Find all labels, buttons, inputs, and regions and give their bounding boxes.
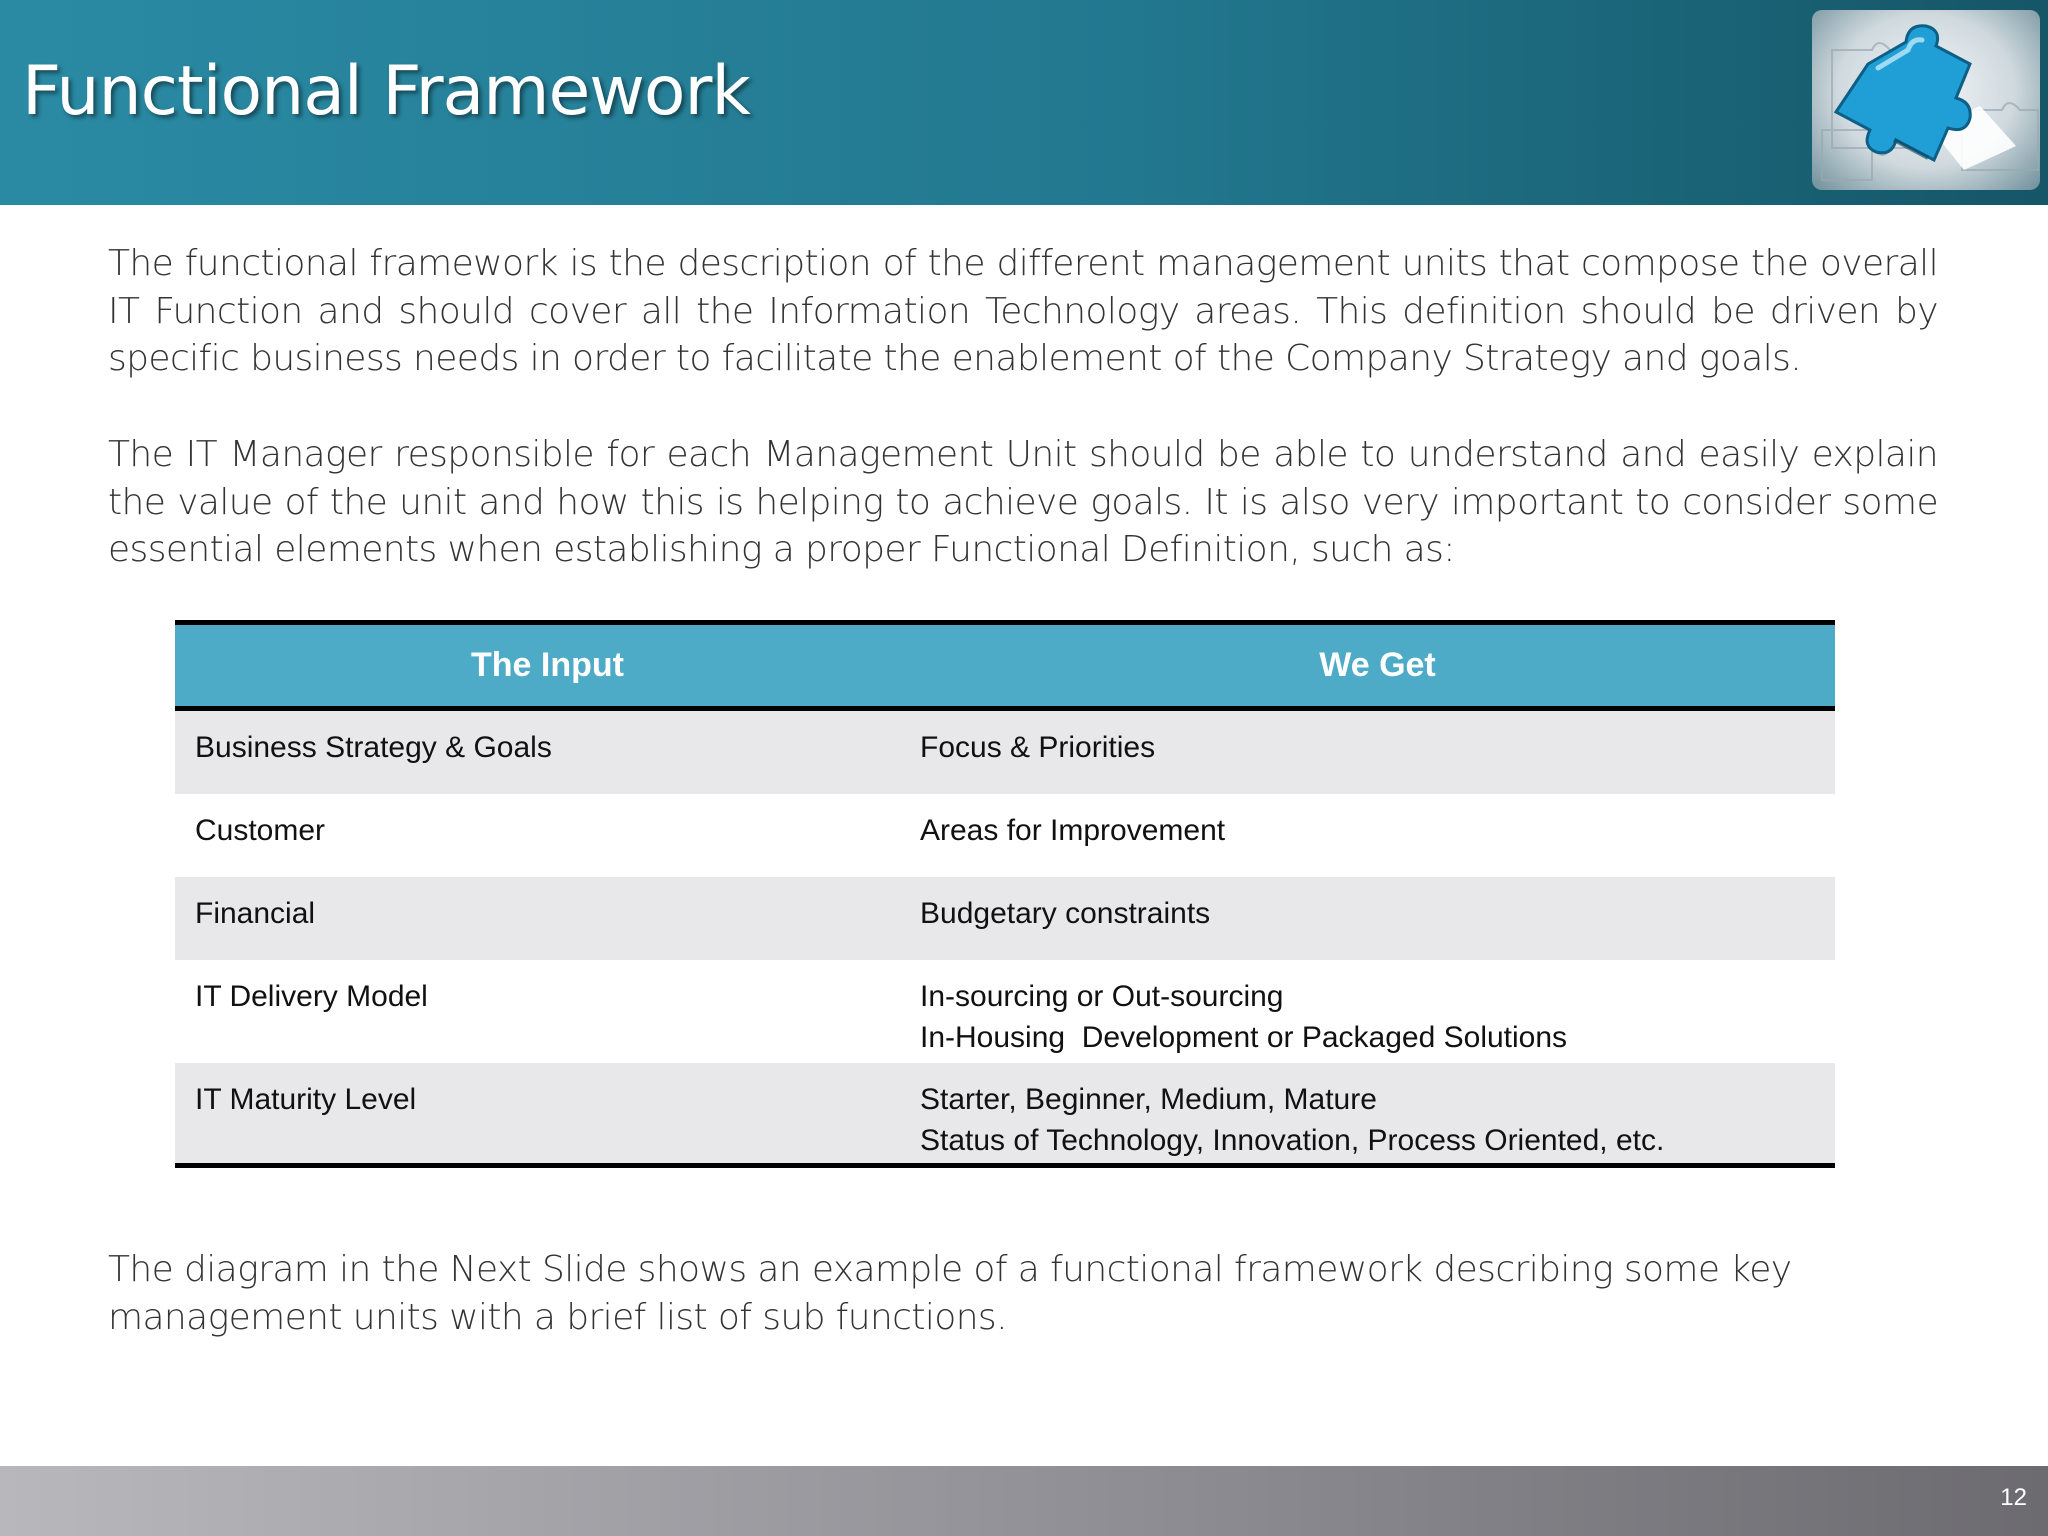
manager-paragraph: The IT Manager responsible for each Management Unit should be able to understand and easily explain the value of the unit and how this is helping to achieve goals. It is also very important to consider some essential elements when establishing a proper Functional Definition, such as: — [108, 434, 1938, 570]
output-cell — [920, 810, 1835, 877]
output-cell — [920, 976, 1835, 1063]
output-line: Budgetary constraints — [920, 897, 1211, 930]
slide-header — [0, 0, 2048, 205]
output-line: Status of Technology, Innovation, Process Oriented, etc. — [920, 1124, 1665, 1157]
table-row — [175, 1063, 1835, 1163]
table-row — [175, 960, 1835, 1063]
puzzle-piece-icon — [1812, 10, 2040, 190]
next-slide-paragraph: The diagram in the Next Slide shows an example of a functional framework describing some key management units with a brief list of sub functions. — [108, 1249, 1792, 1338]
column-header-input: The Input — [471, 646, 624, 684]
output-cell — [920, 727, 1835, 794]
input-cell: Customer — [195, 814, 326, 847]
output-line: Starter, Beginner, Medium, Mature — [920, 1083, 1377, 1116]
table-header-row — [175, 625, 1835, 711]
output-cell — [920, 893, 1835, 960]
table-row — [175, 711, 1835, 794]
intro-paragraph: The functional framework is the description of the different management units that compose the overall IT Function and should cover all the Information Technology areas. This definition should be driven by specific business needs in order to facilitate the enablement of the Company Strategy and goals. — [108, 243, 1938, 379]
page-number: 12 — [2000, 1484, 2027, 1511]
output-line: In-sourcing or Out-sourcing — [920, 980, 1284, 1013]
input-cell: Business Strategy & Goals — [195, 731, 552, 764]
output-line: Areas for Improvement — [920, 814, 1226, 847]
slide-footer — [0, 1466, 2048, 1536]
output-line: Focus & Priorities — [920, 731, 1156, 764]
input-cell: IT Maturity Level — [195, 1083, 417, 1116]
table-row — [175, 877, 1835, 960]
column-header-we-get: We Get — [1319, 646, 1436, 684]
table-row — [175, 794, 1835, 877]
input-output-table — [175, 620, 1835, 1168]
output-line: In-Housing Development or Packaged Solutions — [920, 1021, 1568, 1054]
slide-title: Functional Framework — [22, 52, 750, 131]
input-cell: Financial — [195, 897, 316, 930]
output-cell — [920, 1079, 1835, 1163]
input-cell: IT Delivery Model — [195, 980, 428, 1013]
